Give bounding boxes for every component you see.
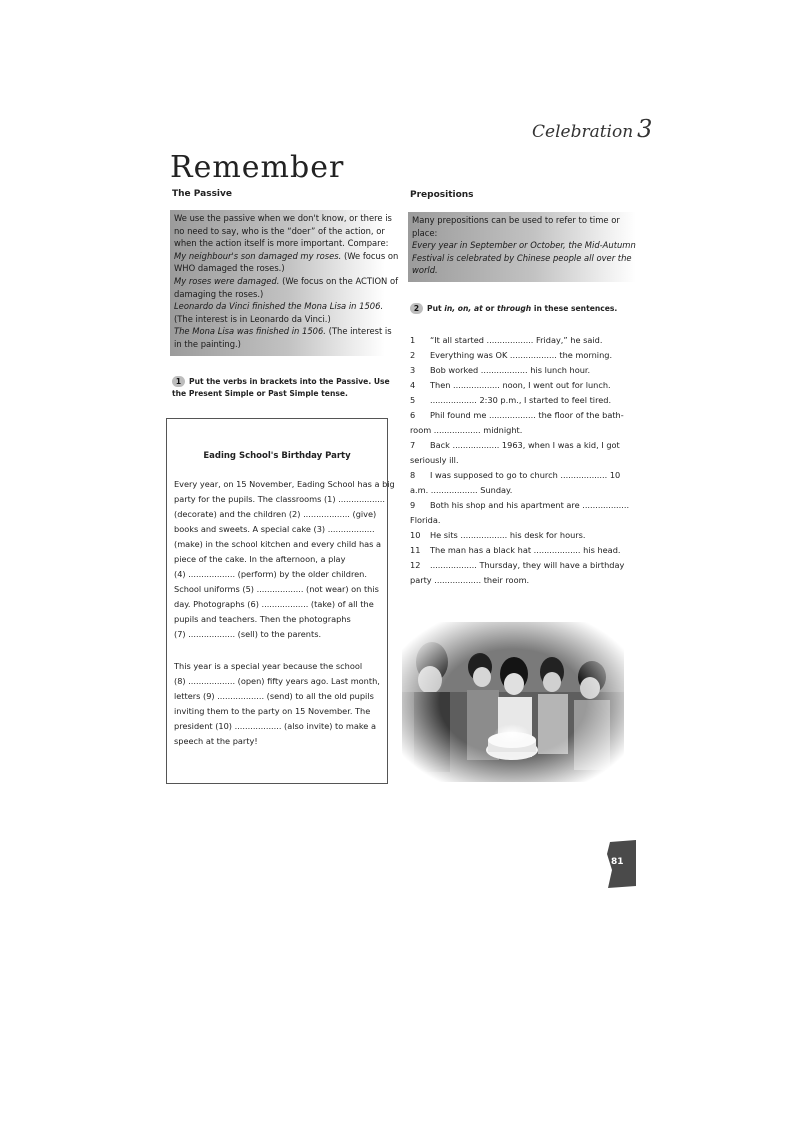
text-line: pupils and teachers. Then the photographs: [174, 614, 351, 624]
item-number: 2: [410, 350, 416, 360]
exercise-2-item: [410, 558, 642, 588]
item-number: 12: [410, 560, 421, 570]
exercise-2-item: [410, 408, 642, 438]
passive-note-box: [170, 210, 399, 356]
item-text: Bob worked .................. his lunch hour.: [430, 365, 591, 375]
instruction-keywords: in, on, at: [444, 304, 483, 313]
exercise-2-item: [410, 363, 642, 378]
passive-line: (The interest is in Leonardo da Vinci.): [174, 313, 331, 324]
item-number: 9: [410, 500, 416, 510]
text-line: inviting them to the party on 15 November. The: [174, 706, 371, 716]
passive-note: (The interest is: [325, 326, 392, 337]
item-text: The man has a black hat .................. his head.: [430, 545, 621, 555]
unit-number: 3: [637, 115, 653, 143]
passive-line: We use the passive when we don't know, or there is: [174, 213, 392, 223]
item-text: Everything was OK .................. the morning.: [430, 350, 613, 360]
text-line: letters (9) .................. (send) to all the old pupils: [174, 691, 374, 701]
text-line: (make) in the school kitchen and every child has a: [174, 539, 382, 549]
item-text: Phil found me .................. the floor of the bath-: [430, 410, 624, 420]
text-line: party for the pupils. The classrooms (1) ..................: [174, 494, 385, 504]
item-text-continued: party .................. their room.: [410, 575, 530, 585]
exercise-2-item: [410, 393, 642, 408]
text-line: (decorate) and the children (2) .................. (give): [174, 509, 377, 519]
passive-line: [174, 325, 392, 338]
item-text: He sits .................. his desk for hours.: [430, 530, 586, 540]
item-text: “It all started .................. Friday,” he said.: [430, 335, 603, 345]
item-text: .................. Thursday, they will have a birthday: [430, 560, 625, 570]
text-line: Every year, on 15 November, Eading School has a big: [174, 479, 395, 489]
exercise-1-paragraph-2: [174, 659, 386, 749]
passive-line: [174, 275, 399, 288]
item-text-continued: seriously ill.: [410, 455, 459, 465]
prepositions-note-box: [408, 212, 636, 282]
exercise-1-title: Eading School's Birthday Party: [203, 451, 351, 461]
instruction-keyword: through: [496, 304, 532, 313]
page-title: Remember: [170, 150, 345, 185]
text-line: president (10) .................. (also invite) to make a: [174, 721, 376, 731]
item-number: 3: [410, 365, 416, 375]
text-line: This year is a special year because the school: [174, 661, 363, 671]
passive-example: My roses were damaged.: [174, 275, 280, 286]
passive-line: when the action itself is more important. Compare:: [174, 238, 389, 249]
passive-heading: The Passive: [172, 189, 232, 199]
passive-note: (We focus on: [341, 250, 399, 261]
item-number: 11: [410, 545, 421, 555]
exercise-1-badge: 1: [172, 376, 185, 387]
exercise-2-item: [410, 543, 642, 558]
item-number: 10: [410, 530, 421, 540]
exercise-2-instruction: [410, 303, 640, 315]
instruction-text: Put: [427, 304, 445, 313]
passive-line: WHO damaged the roses.): [174, 263, 285, 274]
exercise-2-item: [410, 498, 642, 528]
exercise-2-item: [410, 348, 642, 363]
passive-line: in the painting.): [174, 338, 241, 349]
passive-example: The Mona Lisa was finished in 1506.: [174, 326, 326, 337]
exercise-2-item: [410, 438, 642, 468]
prepositions-example-line: Every year in September or October, the Mid-Autumn: [412, 240, 636, 251]
exercise-2-item: [410, 378, 642, 393]
birthday-party-photo: [402, 622, 624, 782]
passive-note: (We focus on the ACTION of: [279, 275, 399, 286]
item-text-continued: a.m. .................. Sunday.: [410, 485, 513, 495]
exercise-1-instruction-text: Put the verbs in brackets into the Passive. Use the Present Simple or Past Simple tense.: [172, 377, 390, 398]
exercise-1-box: [166, 418, 395, 784]
instruction-text: or: [482, 304, 497, 313]
item-text: I was supposed to go to church .................. 10: [430, 470, 621, 480]
item-number: 8: [410, 470, 416, 480]
item-text: .................. 2:30 p.m., I started to feel tired.: [430, 395, 612, 405]
prepositions-example-line: world.: [412, 265, 438, 276]
text-line: speech at the party!: [174, 736, 258, 746]
text-line: books and sweets. A special cake (3) ..................: [174, 524, 375, 534]
passive-line: no need to say, who is the “doer” of the action, or: [174, 225, 385, 236]
prepositions-example-line: Festival is celebrated by Chinese people all over the: [412, 252, 632, 263]
item-text: Back .................. 1963, when I was a kid, I got: [430, 440, 620, 450]
exercise-2-badge: 2: [410, 303, 423, 314]
exercise-2-list: [410, 333, 642, 588]
text-line: (4) .................. (perform) by the older children.: [174, 569, 367, 579]
exercise-1-paragraph-1: [174, 477, 395, 642]
passive-line: damaging the roses.): [174, 288, 264, 299]
item-text-continued: Florida.: [410, 515, 441, 525]
item-text: Both his shop and his apartment are ..................: [430, 500, 630, 510]
item-text-continued: room .................. midnight.: [410, 425, 523, 435]
prepositions-heading: Prepositions: [410, 190, 474, 200]
text-line: (8) .................. (open) fifty years ago. Last month,: [174, 676, 380, 686]
exercise-2-item: [410, 528, 642, 543]
page-number: 81: [611, 857, 624, 867]
passive-example: My neighbour's son damaged my roses.: [174, 250, 342, 261]
item-number: 5: [410, 395, 416, 405]
text-line: (7) .................. (sell) to the parents.: [174, 629, 322, 639]
exercise-2-item: [410, 468, 642, 498]
prepositions-intro-line: place:: [412, 227, 438, 238]
instruction-text: in these sentences.: [531, 304, 618, 313]
text-line: day. Photographs (6) .................. (take) of all the: [174, 599, 374, 609]
item-number: 1: [410, 335, 416, 345]
prepositions-intro-line: Many prepositions can be used to refer to time or: [412, 215, 620, 225]
item-number: 6: [410, 410, 416, 420]
passive-example: Leonardo da Vinci finished the Mona Lisa in 1506.: [174, 301, 384, 312]
unit-header-label: Celebration: [532, 122, 634, 142]
text-line: School uniforms (5) .................. (not wear) on this: [174, 584, 379, 594]
item-text: Then .................. noon, I went out for lunch.: [430, 380, 611, 390]
item-number: 7: [410, 440, 416, 450]
unit-header: [532, 115, 653, 145]
exercise-2-item: [410, 333, 642, 348]
text-line: piece of the cake. In the afternoon, a play: [174, 554, 346, 564]
passive-line: [174, 250, 399, 263]
exercise-1-instruction: [172, 376, 392, 400]
item-number: 4: [410, 380, 416, 390]
